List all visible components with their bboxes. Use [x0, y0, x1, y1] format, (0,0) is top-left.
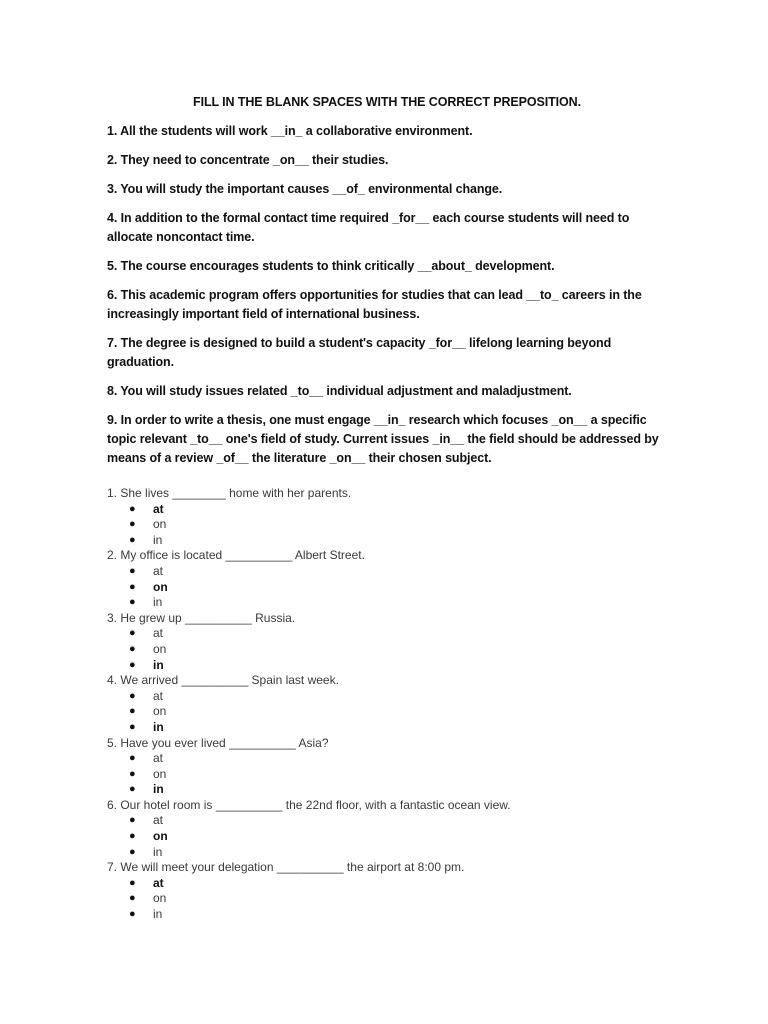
option-item	[107, 720, 667, 736]
exercise-item: 5. The course encourages students to think critically __about_ development.	[107, 259, 555, 273]
option-label: on	[153, 891, 167, 906]
fill-in-section	[107, 93, 667, 478]
bullet-icon: ●	[129, 502, 136, 515]
question-text: 5. Have you ever lived __________ Asia?	[107, 735, 329, 750]
option-label: at	[153, 563, 164, 578]
exercise-item: 8. You will study issues related _to__ individual adjustment and maladjustment.	[107, 384, 572, 398]
exercise-item: 2. They need to concentrate _on__ their studies.	[107, 153, 389, 167]
question-block	[107, 548, 667, 610]
bullet-icon: ●	[129, 627, 136, 640]
bullet-icon: ●	[129, 767, 136, 780]
option-label: at	[153, 501, 164, 516]
question-block	[107, 486, 667, 548]
page-title: FILL IN THE BLANK SPACES WITH THE CORRECT PREPOSITION.	[193, 95, 581, 109]
options-list	[107, 751, 667, 798]
bullet-icon: ●	[129, 720, 136, 733]
bullet-icon: ●	[129, 876, 136, 889]
option-item	[107, 813, 667, 829]
bullet-icon: ●	[129, 518, 136, 531]
exercise-item: 6. This academic program offers opportunities for studies that can lead __to_ careers in the increasingly important field of international business.	[107, 288, 642, 321]
bullet-icon: ●	[129, 830, 136, 843]
option-item	[107, 642, 667, 658]
bullet-icon: ●	[129, 689, 136, 702]
option-item	[107, 689, 667, 705]
option-item	[107, 767, 667, 783]
question-block	[107, 673, 667, 735]
option-item	[107, 580, 667, 596]
option-label: in	[153, 844, 163, 859]
option-label: at	[153, 688, 164, 703]
option-item	[107, 595, 667, 611]
option-item	[107, 517, 667, 533]
option-label: on	[153, 579, 168, 594]
option-item	[107, 891, 667, 907]
bullet-icon: ●	[129, 533, 136, 546]
question-text: 6. Our hotel room is __________ the 22nd floor, with a fantastic ocean view.	[107, 797, 511, 812]
option-item	[107, 564, 667, 580]
question-block	[107, 860, 667, 922]
option-label: at	[153, 813, 164, 828]
exercise-item: 7. The degree is designed to build a student's capacity _for__ lifelong learning beyond graduation.	[107, 336, 612, 369]
option-item	[107, 782, 667, 798]
bullet-icon: ●	[129, 845, 136, 858]
multiple-choice-section	[107, 486, 667, 923]
option-item	[107, 751, 667, 767]
options-list	[107, 689, 667, 736]
option-label: in	[153, 532, 163, 547]
option-label: in	[153, 595, 163, 610]
exercise-item: 9. In order to write a thesis, one must engage __in_ research which focuses _on__ a specific topic relevant _to__ one's field of study. Current issues _in__ the field should be addressed by means of a review _of__ the literature _on__ their chosen subject.	[107, 413, 659, 465]
option-label: in	[153, 657, 164, 672]
options-list	[107, 502, 667, 549]
question-text: 1. She lives ________ home with her parents.	[107, 486, 352, 500]
bullet-icon: ●	[129, 814, 136, 827]
option-item	[107, 907, 667, 923]
option-label: in	[153, 907, 163, 922]
bullet-icon: ●	[129, 892, 136, 905]
option-label: on	[153, 766, 167, 781]
options-list	[107, 564, 667, 611]
question-block	[107, 611, 667, 673]
option-item	[107, 829, 667, 845]
options-list	[107, 813, 667, 860]
question-text: 3. He grew up __________ Russia.	[107, 610, 296, 625]
bullet-icon: ●	[129, 752, 136, 765]
option-label: on	[153, 517, 167, 532]
bullet-icon: ●	[129, 705, 136, 718]
option-item	[107, 704, 667, 720]
option-label: at	[153, 626, 164, 641]
exercise-item: 1. All the students will work __in_ a collaborative environment.	[107, 124, 473, 138]
option-label: on	[153, 641, 167, 656]
option-item	[107, 502, 667, 518]
option-label: in	[153, 782, 164, 797]
option-item	[107, 658, 667, 674]
option-label: in	[153, 719, 164, 734]
question-text: 2. My office is located __________ Albert Street.	[107, 548, 365, 563]
option-item	[107, 845, 667, 861]
bullet-icon: ●	[129, 580, 136, 593]
question-block	[107, 798, 667, 860]
options-list	[107, 876, 667, 923]
question-text: 4. We arrived __________ Spain last week.	[107, 673, 339, 688]
question-text: 7. We will meet your delegation __________ the airport at 8:00 pm.	[107, 860, 465, 875]
option-label: on	[153, 829, 168, 844]
bullet-icon: ●	[129, 783, 136, 796]
option-item	[107, 876, 667, 892]
option-label: at	[153, 875, 164, 890]
bullet-icon: ●	[129, 658, 136, 671]
bullet-icon: ●	[129, 642, 136, 655]
bullet-icon: ●	[129, 564, 136, 577]
exercise-item: 4. In addition to the formal contact time required _for__ each course students will need to allocate noncontact time.	[107, 211, 630, 244]
bullet-icon: ●	[129, 596, 136, 609]
exercise-item: 3. You will study the important causes __of_ environmental change.	[107, 182, 503, 196]
option-label: on	[153, 704, 167, 719]
question-block	[107, 736, 667, 798]
option-label: at	[153, 751, 164, 766]
options-list	[107, 626, 667, 673]
option-item	[107, 533, 667, 549]
bullet-icon: ●	[129, 908, 136, 921]
option-item	[107, 626, 667, 642]
